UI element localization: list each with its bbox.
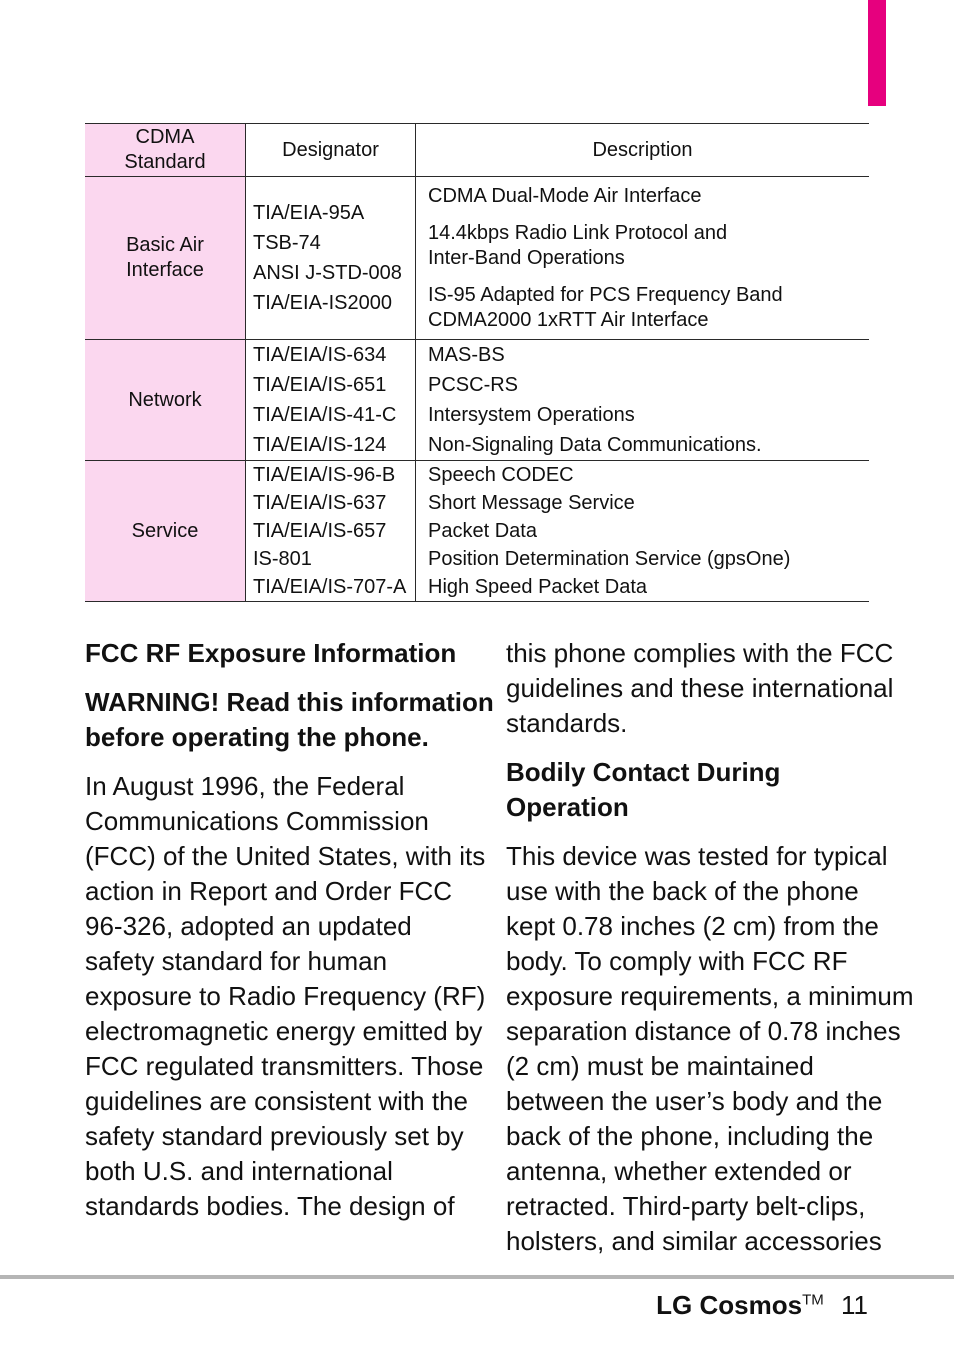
- designator: TIA/EIA-95A: [253, 202, 365, 224]
- page-edge-tab: [868, 0, 886, 106]
- description: CDMA2000 1xRTT Air Interface: [428, 308, 709, 331]
- standard-cell: Network: [85, 340, 246, 461]
- designator: TIA/EIA/IS-96-B: [253, 464, 396, 486]
- description: Inter-Band Operations: [428, 246, 625, 269]
- bodily-contact-paragraph: This device was tested for typical use with the back of the phone kept 0.78 inches (2 cm) from the body. To comply with FCC RF exposure requirements, a minimum separation distance of 0.78 inches (2 cm) must be maintained between the user’s body and the back of the phone, including the antenna, whether extended or retracted. Third-party belt-clips, holsters, and similar accessories: [506, 841, 914, 1256]
- designator: TIA/EIA/IS-651: [253, 374, 387, 396]
- description-cell: [416, 461, 870, 602]
- header-designator: Designator: [246, 124, 416, 177]
- description: CDMA Dual-Mode Air Interface: [428, 184, 702, 207]
- designator-cell: [246, 177, 416, 340]
- designator: TIA/EIA/IS-41-C: [253, 404, 397, 426]
- designator: TIA/EIA/IS-124: [253, 434, 387, 456]
- description: Intersystem Operations: [428, 404, 635, 426]
- page-footer: [656, 1290, 868, 1321]
- designator: IS-801: [253, 548, 312, 570]
- designator: TIA/EIA/IS-707-A: [253, 576, 407, 598]
- section-heading-bodily-contact: Bodily Contact During Operation: [506, 757, 781, 822]
- designator: TIA/EIA/IS-637: [253, 492, 387, 514]
- description: Speech CODEC: [428, 464, 574, 486]
- table-row-network: [85, 340, 869, 461]
- description: Packet Data: [428, 520, 537, 542]
- table-header-row: [85, 124, 869, 177]
- description: Position Determination Service (gpsOne): [428, 548, 791, 570]
- designator: TIA/EIA/IS-634: [253, 344, 387, 366]
- designator-cell: [246, 461, 416, 602]
- designator: TIA/EIA-IS2000: [253, 292, 392, 314]
- continued-paragraph: this phone complies with the FCC guidelines and these international standards.: [506, 638, 894, 738]
- description-cell: [416, 340, 870, 461]
- section-heading-fcc-rf-exposure: FCC RF Exposure Information: [85, 638, 457, 668]
- left-text-column: [85, 636, 494, 1224]
- description: Non-Signaling Data Communications.: [428, 434, 762, 456]
- description: MAS-BS: [428, 344, 505, 366]
- description: IS-95 Adapted for PCS Frequency Band: [428, 283, 783, 306]
- designator: ANSI J-STD-008: [253, 262, 402, 284]
- standard-cell: Service: [85, 461, 246, 602]
- header-description: Description: [416, 124, 870, 177]
- cdma-standards-table: [85, 123, 869, 602]
- description: High Speed Packet Data: [428, 576, 648, 598]
- description-cell: [416, 177, 870, 340]
- header-cdma-standard: CDMA Standard: [85, 124, 246, 177]
- designator-cell: [246, 340, 416, 461]
- trademark-mark: TM: [802, 1291, 824, 1309]
- description: 14.4kbps Radio Link Protocol and: [428, 221, 728, 244]
- description: Short Message Service: [428, 492, 635, 514]
- right-text-column: [506, 636, 914, 1259]
- warning-heading: WARNING! Read this information before operating the phone.: [85, 687, 494, 752]
- table-row-basic-air-interface: [85, 177, 869, 340]
- standard-cell: Basic Air Interface: [85, 177, 246, 340]
- description: PCSC-RS: [428, 374, 519, 396]
- designator: TSB-74: [253, 232, 321, 254]
- page-number: 11: [841, 1290, 868, 1320]
- footer-brand: LG Cosmos: [656, 1290, 803, 1320]
- footer-divider: [0, 1275, 954, 1279]
- table-row-service: [85, 461, 869, 602]
- fcc-history-paragraph: In August 1996, the Federal Communications Commission (FCC) of the United States, with its action in Report and Order FCC 96-326, adopted an updated safety standard for human exposure to Radio Frequency (RF) electromagnetic energy emitted by FCC regulated transmitters. Those guidelines are consistent with the safety standard previously set by both U.S. and international standards bodies. The design of: [85, 771, 486, 1221]
- designator: TIA/EIA/IS-657: [253, 520, 387, 542]
